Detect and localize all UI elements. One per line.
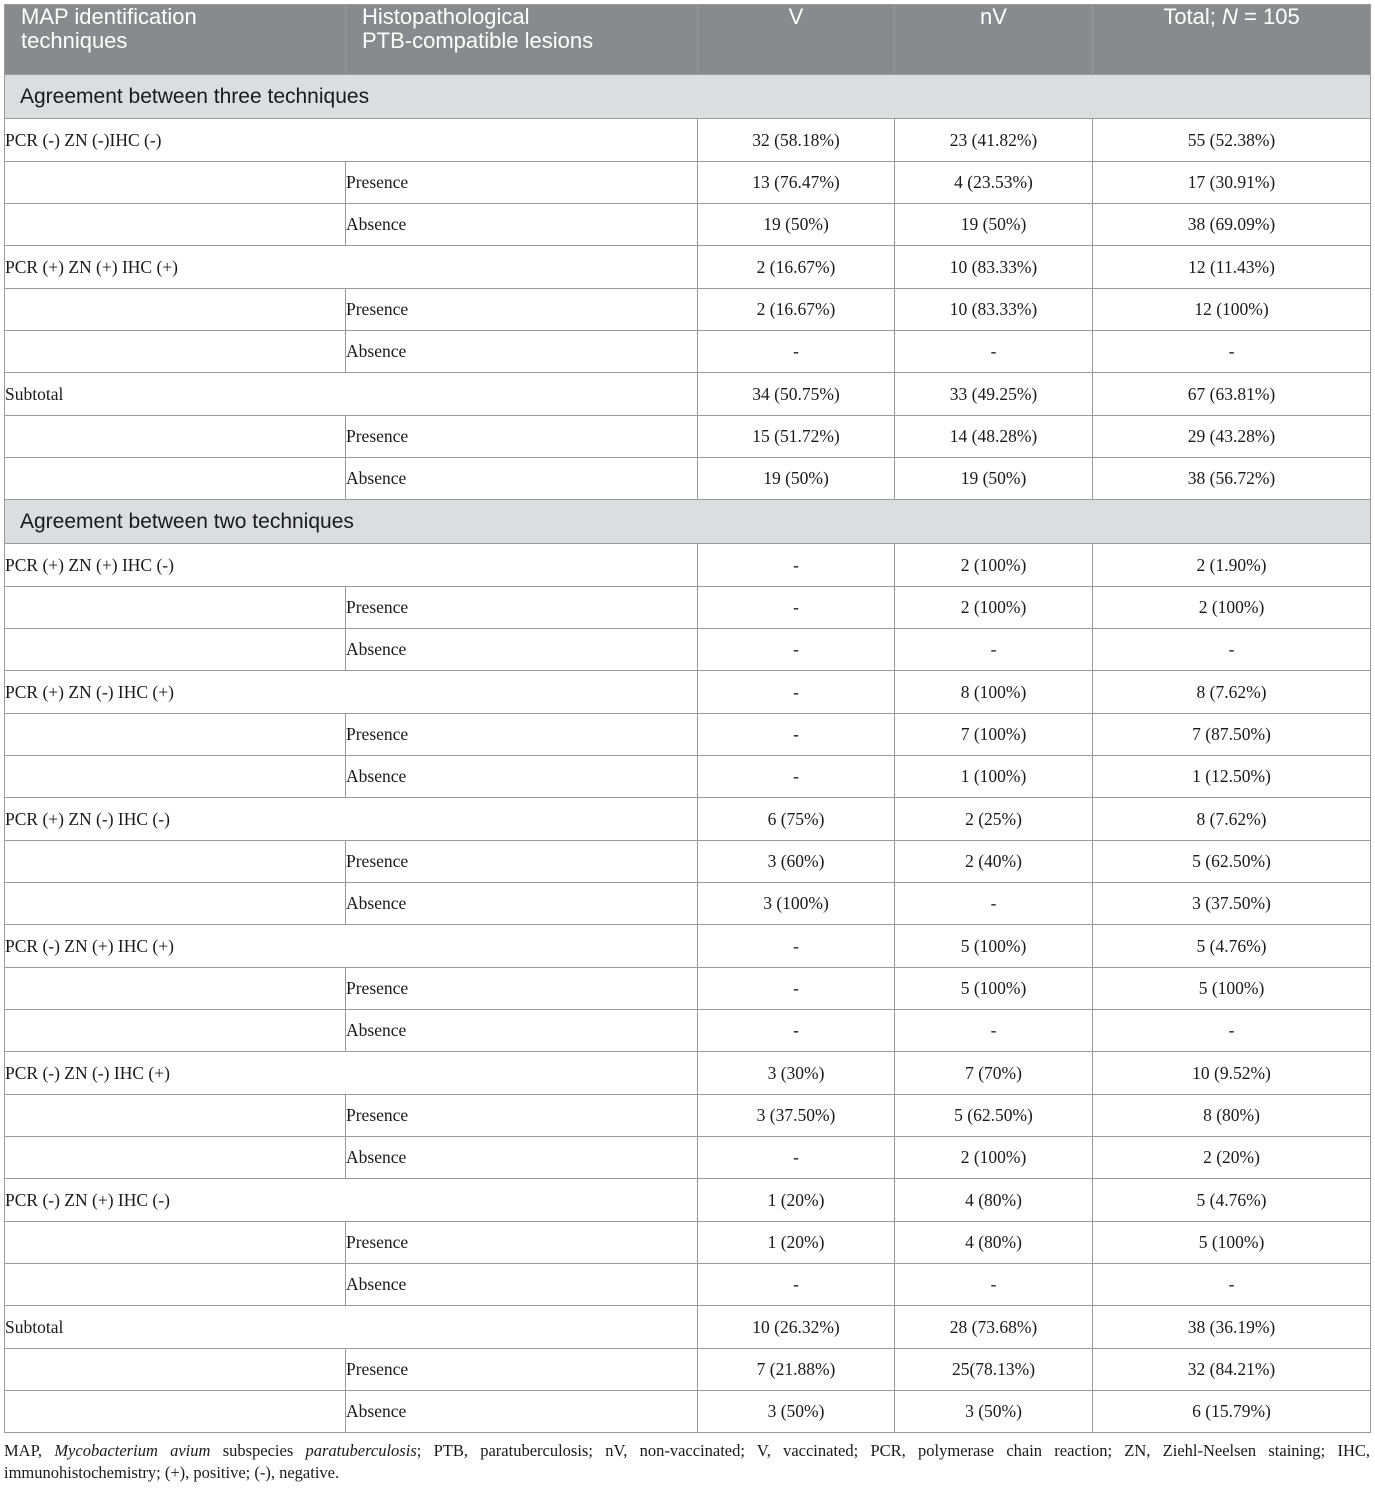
section-header-row (5, 500, 1371, 544)
group-label: PCR (-) ZN (+) IHC (-) (5, 1179, 698, 1222)
lesion-label: Presence (346, 1222, 698, 1264)
empty-cell (5, 1095, 346, 1137)
sub-row (5, 289, 1371, 331)
group-v-value: 34 (50.75%) (698, 373, 895, 416)
sub-nv-value: 10 (83.33%) (895, 289, 1093, 331)
group-nv-value: 5 (100%) (895, 925, 1093, 968)
sub-total-value: - (1093, 1264, 1371, 1306)
lesion-label: Absence (346, 458, 698, 500)
group-row (5, 1306, 1371, 1349)
empty-cell (5, 1391, 346, 1433)
lesion-label: Absence (346, 1137, 698, 1179)
sub-v-value: - (698, 331, 895, 373)
lesion-label: Absence (346, 629, 698, 671)
sub-nv-value: - (895, 1264, 1093, 1306)
lesion-label: Presence (346, 841, 698, 883)
sub-v-value: 1 (20%) (698, 1222, 895, 1264)
group-label: Subtotal (5, 373, 698, 416)
sub-v-value: - (698, 756, 895, 798)
group-label: PCR (+) ZN (-) IHC (+) (5, 671, 698, 714)
group-total-value: 67 (63.81%) (1093, 373, 1371, 416)
sub-v-value: - (698, 1137, 895, 1179)
sub-row (5, 1010, 1371, 1052)
group-label: Subtotal (5, 1306, 698, 1349)
sub-nv-value: 3 (50%) (895, 1391, 1093, 1433)
header-col2-line2: PTB-compatible lesions (362, 28, 594, 53)
sub-total-value: - (1093, 629, 1371, 671)
sub-nv-value: 4 (80%) (895, 1222, 1093, 1264)
sub-nv-value: 25(78.13%) (895, 1349, 1093, 1391)
sub-row (5, 883, 1371, 925)
sub-v-value: - (698, 587, 895, 629)
empty-cell (5, 162, 346, 204)
group-row (5, 925, 1371, 968)
sub-nv-value: 5 (62.50%) (895, 1095, 1093, 1137)
lesion-label: Presence (346, 1095, 698, 1137)
lesion-label: Absence (346, 331, 698, 373)
group-row (5, 1052, 1371, 1095)
sub-nv-value: 5 (100%) (895, 968, 1093, 1010)
group-row (5, 798, 1371, 841)
group-v-value: - (698, 544, 895, 587)
group-label: PCR (+) ZN (+) IHC (-) (5, 544, 698, 587)
lesion-label: Absence (346, 883, 698, 925)
sub-row (5, 1137, 1371, 1179)
group-label: PCR (-) ZN (+) IHC (+) (5, 925, 698, 968)
empty-cell (5, 629, 346, 671)
group-total-value: 2 (1.90%) (1093, 544, 1371, 587)
sub-total-value: 29 (43.28%) (1093, 416, 1371, 458)
sub-row (5, 162, 1371, 204)
empty-cell (5, 416, 346, 458)
sub-row (5, 841, 1371, 883)
sub-row (5, 331, 1371, 373)
sub-v-value: - (698, 1010, 895, 1052)
group-label: PCR (-) ZN (-)IHC (-) (5, 119, 698, 162)
lesion-label: Presence (346, 714, 698, 756)
lesion-label: Absence (346, 1010, 698, 1052)
group-v-value: 3 (30%) (698, 1052, 895, 1095)
sub-nv-value: 2 (40%) (895, 841, 1093, 883)
group-row (5, 119, 1371, 162)
group-nv-value: 8 (100%) (895, 671, 1093, 714)
group-v-value: - (698, 925, 895, 968)
sub-row (5, 1349, 1371, 1391)
sub-v-value: 3 (37.50%) (698, 1095, 895, 1137)
section-title: Agreement between two techniques (5, 500, 1371, 544)
sub-row (5, 714, 1371, 756)
group-v-value: 6 (75%) (698, 798, 895, 841)
sub-row (5, 629, 1371, 671)
sub-nv-value: - (895, 331, 1093, 373)
empty-cell (5, 1264, 346, 1306)
footnote-part-1: MAP, (4, 1441, 55, 1460)
sub-v-value: 15 (51.72%) (698, 416, 895, 458)
sub-nv-value: - (895, 629, 1093, 671)
footnote-italic-1: Mycobacterium avium (54, 1441, 211, 1460)
header-v: V (698, 5, 895, 75)
group-total-value: 8 (7.62%) (1093, 798, 1371, 841)
sub-row (5, 1264, 1371, 1306)
sub-total-value: 6 (15.79%) (1093, 1391, 1371, 1433)
sub-total-value: 17 (30.91%) (1093, 162, 1371, 204)
group-row (5, 373, 1371, 416)
group-v-value: 2 (16.67%) (698, 246, 895, 289)
group-total-value: 10 (9.52%) (1093, 1052, 1371, 1095)
group-nv-value: 4 (80%) (895, 1179, 1093, 1222)
sub-row (5, 458, 1371, 500)
empty-cell (5, 968, 346, 1010)
sub-total-value: 5 (100%) (1093, 968, 1371, 1010)
empty-cell (5, 841, 346, 883)
sub-v-value: 19 (50%) (698, 204, 895, 246)
empty-cell (5, 883, 346, 925)
group-nv-value: 33 (49.25%) (895, 373, 1093, 416)
group-nv-value: 28 (73.68%) (895, 1306, 1093, 1349)
header-row (5, 5, 1371, 75)
section-header-row (5, 75, 1371, 119)
sub-total-value: 12 (100%) (1093, 289, 1371, 331)
sub-v-value: - (698, 968, 895, 1010)
sub-row (5, 587, 1371, 629)
sub-row (5, 756, 1371, 798)
empty-cell (5, 587, 346, 629)
sub-total-value: 5 (62.50%) (1093, 841, 1371, 883)
group-v-value: 10 (26.32%) (698, 1306, 895, 1349)
group-v-value: - (698, 671, 895, 714)
sub-v-value: - (698, 1264, 895, 1306)
lesion-label: Presence (346, 968, 698, 1010)
sub-nv-value: 7 (100%) (895, 714, 1093, 756)
header-col1-line1: MAP identification (21, 4, 197, 29)
sub-nv-value: 2 (100%) (895, 1137, 1093, 1179)
empty-cell (5, 289, 346, 331)
sub-total-value: 7 (87.50%) (1093, 714, 1371, 756)
header-total-n: N (1222, 4, 1238, 29)
empty-cell (5, 1349, 346, 1391)
footnote-italic-2: paratuberculosis (305, 1441, 417, 1460)
header-map-techniques (5, 5, 346, 75)
sub-nv-value: - (895, 1010, 1093, 1052)
lesion-label: Absence (346, 1391, 698, 1433)
sub-total-value: 38 (56.72%) (1093, 458, 1371, 500)
sub-row (5, 416, 1371, 458)
sub-total-value: - (1093, 1010, 1371, 1052)
sub-row (5, 968, 1371, 1010)
lesion-label: Presence (346, 587, 698, 629)
group-row (5, 246, 1371, 289)
group-total-value: 5 (4.76%) (1093, 1179, 1371, 1222)
sub-v-value: 19 (50%) (698, 458, 895, 500)
sub-total-value: 2 (100%) (1093, 587, 1371, 629)
header-histopathological (346, 5, 698, 75)
sub-v-value: 2 (16.67%) (698, 289, 895, 331)
sub-v-value: 3 (60%) (698, 841, 895, 883)
sub-total-value: 32 (84.21%) (1093, 1349, 1371, 1391)
group-total-value: 12 (11.43%) (1093, 246, 1371, 289)
footnote-part-2: subspecies (210, 1441, 306, 1460)
sub-nv-value: 1 (100%) (895, 756, 1093, 798)
group-nv-value: 2 (100%) (895, 544, 1093, 587)
empty-cell (5, 458, 346, 500)
group-v-value: 1 (20%) (698, 1179, 895, 1222)
empty-cell (5, 714, 346, 756)
sub-total-value: - (1093, 331, 1371, 373)
group-nv-value: 23 (41.82%) (895, 119, 1093, 162)
footnote-part-3: ; PTB, paratuberculosis; nV, non-vaccinated; V, vaccinated; PCR, polymerase chain reaction; ZN, Ziehl-Neelsen staining; IHC, immunohistochemistry; (+), positive; (-), negative. (4, 1441, 1370, 1482)
group-label: PCR (+) ZN (+) IHC (+) (5, 246, 698, 289)
section-title: Agreement between three techniques (5, 75, 1371, 119)
sub-total-value: 1 (12.50%) (1093, 756, 1371, 798)
header-total-suffix: = 105 (1237, 4, 1300, 29)
sub-total-value: 3 (37.50%) (1093, 883, 1371, 925)
group-label: PCR (-) ZN (-) IHC (+) (5, 1052, 698, 1095)
lesion-label: Presence (346, 162, 698, 204)
results-table (4, 4, 1371, 1433)
empty-cell (5, 1010, 346, 1052)
group-label: PCR (+) ZN (-) IHC (-) (5, 798, 698, 841)
empty-cell (5, 1137, 346, 1179)
sub-v-value: 7 (21.88%) (698, 1349, 895, 1391)
lesion-label: Absence (346, 204, 698, 246)
table-footnote (4, 1440, 1370, 1484)
empty-cell (5, 756, 346, 798)
group-row (5, 544, 1371, 587)
lesion-label: Absence (346, 756, 698, 798)
sub-total-value: 8 (80%) (1093, 1095, 1371, 1137)
lesion-label: Absence (346, 1264, 698, 1306)
group-total-value: 55 (52.38%) (1093, 119, 1371, 162)
lesion-label: Presence (346, 289, 698, 331)
sub-v-value: 3 (100%) (698, 883, 895, 925)
sub-row (5, 1222, 1371, 1264)
header-col1-line2: techniques (21, 28, 128, 53)
header-total-prefix: Total; (1163, 4, 1223, 29)
sub-v-value: - (698, 714, 895, 756)
sub-nv-value: - (895, 883, 1093, 925)
group-nv-value: 7 (70%) (895, 1052, 1093, 1095)
sub-v-value: 3 (50%) (698, 1391, 895, 1433)
sub-nv-value: 19 (50%) (895, 458, 1093, 500)
sub-row (5, 1095, 1371, 1137)
sub-total-value: 38 (69.09%) (1093, 204, 1371, 246)
group-row (5, 1179, 1371, 1222)
sub-v-value: - (698, 629, 895, 671)
empty-cell (5, 1222, 346, 1264)
sub-nv-value: 14 (48.28%) (895, 416, 1093, 458)
sub-row (5, 204, 1371, 246)
group-nv-value: 10 (83.33%) (895, 246, 1093, 289)
group-total-value: 38 (36.19%) (1093, 1306, 1371, 1349)
sub-nv-value: 4 (23.53%) (895, 162, 1093, 204)
lesion-label: Presence (346, 1349, 698, 1391)
lesion-label: Presence (346, 416, 698, 458)
sub-total-value: 5 (100%) (1093, 1222, 1371, 1264)
header-col2-line1: Histopathological (362, 4, 530, 29)
sub-nv-value: 19 (50%) (895, 204, 1093, 246)
group-total-value: 8 (7.62%) (1093, 671, 1371, 714)
group-row (5, 671, 1371, 714)
sub-nv-value: 2 (100%) (895, 587, 1093, 629)
group-nv-value: 2 (25%) (895, 798, 1093, 841)
header-nv: nV (895, 5, 1093, 75)
sub-v-value: 13 (76.47%) (698, 162, 895, 204)
sub-row (5, 1391, 1371, 1433)
group-v-value: 32 (58.18%) (698, 119, 895, 162)
table-body (5, 75, 1371, 1433)
sub-total-value: 2 (20%) (1093, 1137, 1371, 1179)
header-total (1093, 5, 1371, 75)
empty-cell (5, 204, 346, 246)
empty-cell (5, 331, 346, 373)
group-total-value: 5 (4.76%) (1093, 925, 1371, 968)
